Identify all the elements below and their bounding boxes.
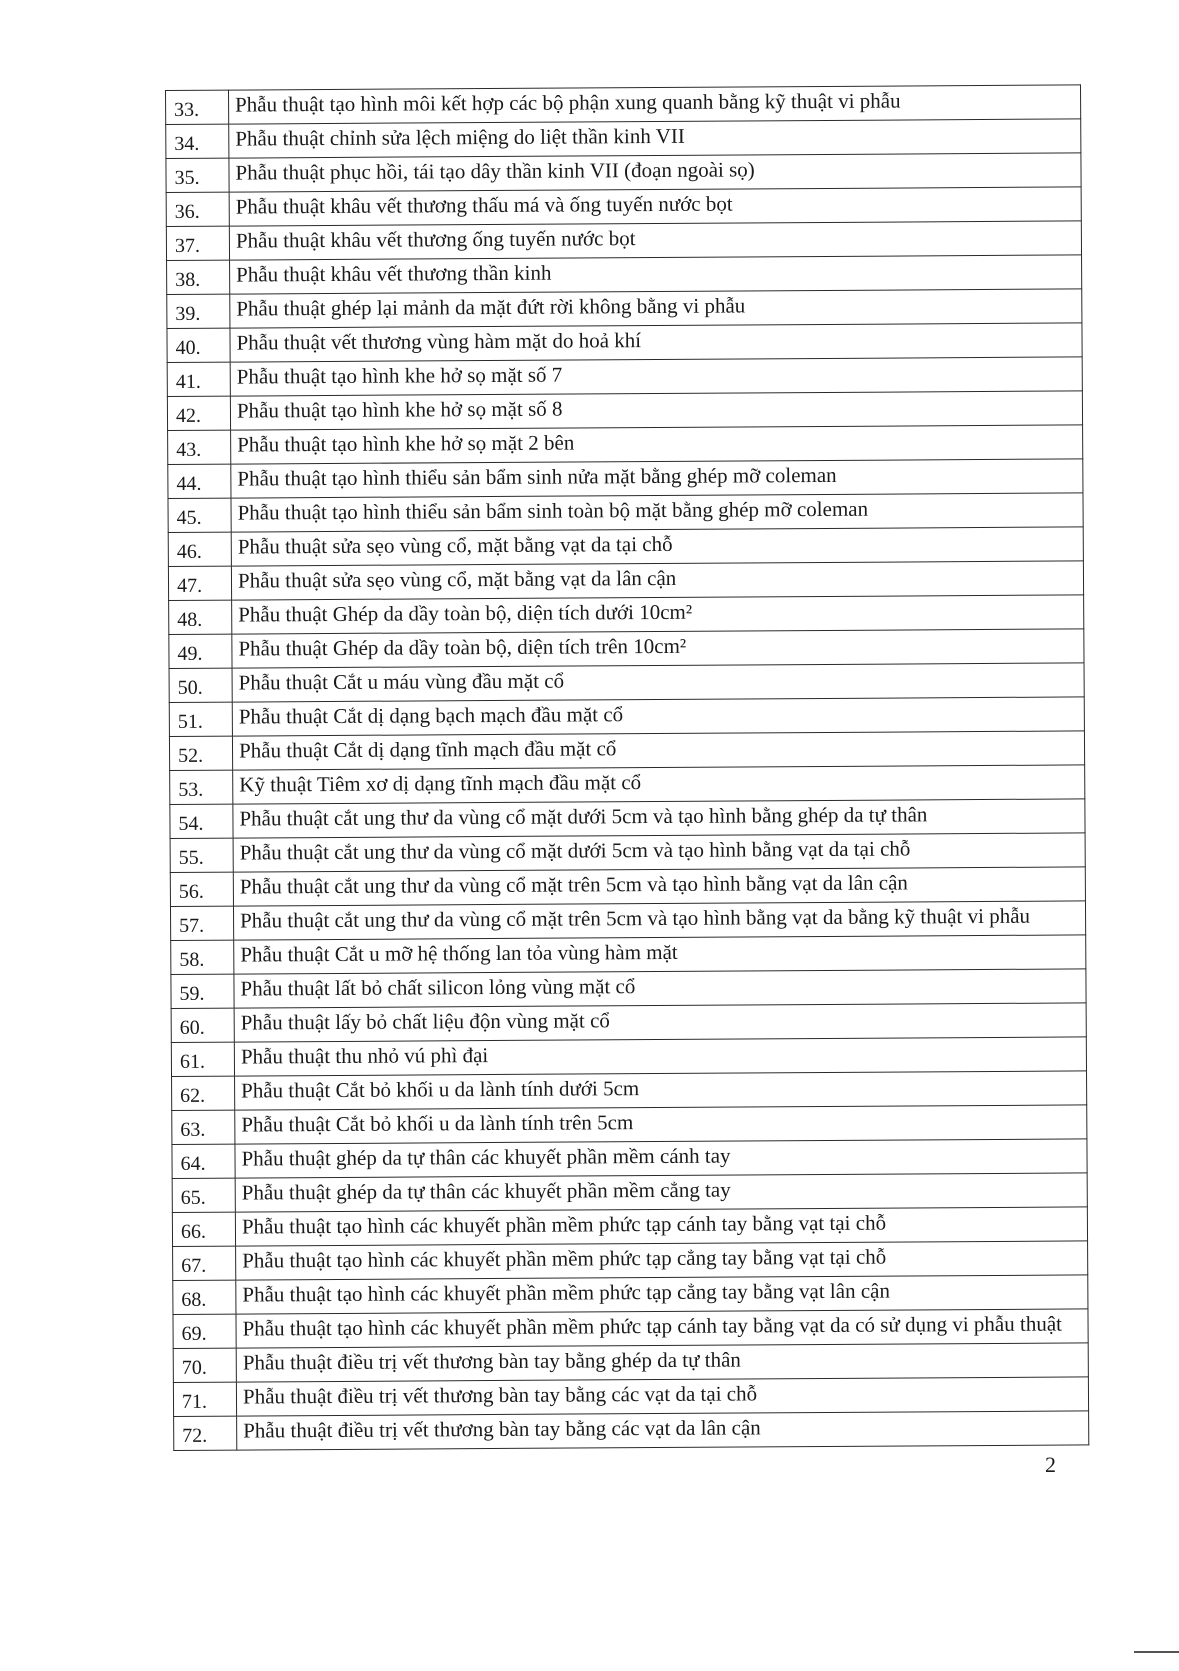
procedure-name: Phẫu thuật tạo hình khe hở sọ mặt 2 bên [231, 425, 1083, 464]
procedure-name: Phẫu thuật Cắt u máu vùng đầu mặt cổ [232, 663, 1084, 702]
procedure-name: Phẫu thuật vết thương vùng hàm mặt do hoả khí [230, 323, 1082, 362]
table-row [173, 1309, 1088, 1349]
row-number: 59. [171, 974, 234, 1008]
table-row [167, 255, 1082, 295]
procedure-name: Phẫu thuật điều trị vết thương bàn tay bằng các vạt da tại chỗ [236, 1377, 1088, 1416]
table-row [173, 1241, 1088, 1281]
row-number: 51. [169, 702, 232, 736]
table-row [170, 901, 1085, 941]
procedure-name: Phẫu thuật tạo hình các khuyết phần mềm phức tạp cánh tay bằng vạt tại chỗ [235, 1207, 1087, 1246]
table-row [167, 289, 1082, 329]
table-row [168, 493, 1083, 533]
page-number: 2 [1045, 1452, 1056, 1477]
row-number: 58. [171, 940, 234, 974]
procedure-name: Phẫu thuật ghép da tự thân các khuyết phần mềm cánh tay [235, 1139, 1087, 1178]
procedure-name: Phẫu thuật ghép da tự thân các khuyết phần mềm cẳng tay [235, 1173, 1087, 1212]
table-row [171, 969, 1086, 1009]
row-number: 61. [171, 1042, 234, 1076]
row-number: 64. [172, 1144, 235, 1178]
row-number: 40. [167, 328, 230, 362]
table-row [171, 1003, 1086, 1043]
row-number: 46. [168, 532, 231, 566]
procedure-name: Phẫu thuật tạo hình thiểu sản bẩm sinh nửa mặt bằng ghép mỡ coleman [231, 459, 1083, 498]
table-row [172, 1173, 1087, 1213]
row-number: 41. [167, 362, 230, 396]
procedure-name: Phẫu thuật khâu vết thương thần kinh [230, 255, 1082, 294]
table-row [166, 119, 1081, 159]
table-row [167, 323, 1082, 363]
procedure-name: Phẫu thuật tạo hình môi kết hợp các bộ phận xung quanh bằng kỹ thuật vi phẫu [229, 85, 1081, 124]
table-row [172, 1139, 1087, 1179]
procedure-name: Kỹ thuật Tiêm xơ dị dạng tĩnh mạch đầu mặt cổ [233, 765, 1085, 804]
row-number: 49. [169, 634, 232, 668]
table-row [170, 867, 1085, 907]
procedure-name: Phẫu thuật Cắt u mỡ hệ thống lan tỏa vùng hàm mặt [234, 935, 1086, 974]
procedure-name: Phẫu thuật phục hồi, tái tạo dây thần kinh VII (đoạn ngoài sọ) [229, 153, 1081, 192]
table-row [166, 153, 1081, 193]
procedure-name: Phẫu thuật tạo hình khe hở sọ mặt số 8 [230, 391, 1082, 430]
procedure-name: Phẫu thuật sửa sẹo vùng cổ, mặt bằng vạt da lân cận [231, 561, 1083, 600]
table-row [166, 221, 1081, 261]
procedure-name: Phẫu thuật Cắt bỏ khối u da lành tính trên 5cm [235, 1105, 1087, 1144]
row-number: 52. [169, 736, 232, 770]
table-row [168, 425, 1083, 465]
procedure-name: Phẫu thuật Cắt dị dạng bạch mạch đầu mặt cổ [232, 697, 1084, 736]
procedure-name: Phẫu thuật cắt ung thư da vùng cổ mặt dưới 5cm và tạo hình bằng ghép da tự thân [233, 799, 1085, 838]
procedure-name: Phẫu thuật tạo hình các khuyết phần mềm phức tạp cẳng tay bằng vạt tại chỗ [236, 1241, 1088, 1280]
row-number: 33. [166, 90, 229, 124]
procedure-name: Phẫu thuật lấy bỏ chất liệu độn vùng mặt cổ [234, 1003, 1086, 1042]
table-row [169, 663, 1084, 703]
table-row [170, 833, 1085, 873]
procedure-name: Phẫu thuật sửa sẹo vùng cổ, mặt bằng vạt da tại chỗ [231, 527, 1083, 566]
procedure-name: Phẫu thuật tạo hình các khuyết phần mềm phức tạp cẳng tay bằng vạt lân cận [236, 1275, 1088, 1314]
table-row [169, 731, 1084, 771]
table-row [173, 1275, 1088, 1315]
table-row [172, 1105, 1087, 1145]
row-number: 35. [166, 158, 229, 192]
table-row [172, 1207, 1087, 1247]
procedure-name: Phẫu thuật Cắt dị dạng tĩnh mạch đầu mặt cổ [232, 731, 1084, 770]
row-number: 72. [174, 1416, 237, 1450]
table-row [169, 629, 1084, 669]
row-number: 54. [170, 804, 233, 838]
row-number: 38. [167, 260, 230, 294]
row-number: 43. [168, 430, 231, 464]
table-row [172, 1071, 1087, 1111]
table-row [171, 935, 1086, 975]
table-row [168, 561, 1083, 601]
table-row [171, 1037, 1086, 1077]
table-row [174, 1411, 1089, 1451]
table-row [168, 459, 1083, 499]
procedure-name: Phẫu thuật cắt ung thư da vùng cổ mặt dưới 5cm và tạo hình bằng vạt da tại chỗ [233, 833, 1085, 872]
row-number: 34. [166, 124, 229, 158]
procedure-name: Phẫu thuật khâu vết thương ống tuyến nước bọt [229, 221, 1081, 260]
table-row [170, 765, 1085, 805]
row-number: 66. [172, 1212, 235, 1246]
procedure-name: Phẫu thuật tạo hình khe hở sọ mặt số 7 [230, 357, 1082, 396]
row-number: 70. [173, 1348, 236, 1382]
row-number: 42. [167, 396, 230, 430]
row-number: 62. [172, 1076, 235, 1110]
row-number: 71. [173, 1382, 236, 1416]
procedure-name: Phẫu thuật cắt ung thư da vùng cổ mặt trên 5cm và tạo hình bằng vạt da lân cận [233, 867, 1085, 906]
procedure-name: Phẫu thuật chỉnh sửa lệch miệng do liệt thần kinh VII [229, 119, 1081, 158]
procedure-name: Phẫu thuật khâu vết thương thấu má và ống tuyến nước bọt [229, 187, 1081, 226]
row-number: 60. [171, 1008, 234, 1042]
table-row [170, 799, 1085, 839]
table-row [173, 1343, 1088, 1383]
row-number: 55. [170, 838, 233, 872]
row-number: 39. [167, 294, 230, 328]
row-number: 36. [166, 192, 229, 226]
table-row [167, 357, 1082, 397]
procedure-name: Phẫu thuật cắt ung thư da vùng cổ mặt trên 5cm và tạo hình bằng vạt da bằng kỹ thuật vi phẫu [233, 901, 1085, 940]
row-number: 69. [173, 1314, 236, 1348]
procedure-table [165, 84, 1089, 1451]
row-number: 47. [168, 566, 231, 600]
procedure-name: Phẫu thuật tạo hình các khuyết phần mềm phức tạp cánh tay bằng vạt da có sử dụng vi phẫu thuật [236, 1309, 1088, 1348]
table-row [169, 697, 1084, 737]
procedure-name: Phẫu thuật tạo hình thiểu sản bẩm sinh toàn bộ mặt bằng ghép mỡ coleman [231, 493, 1083, 532]
table-row [167, 391, 1082, 431]
row-number: 45. [168, 498, 231, 532]
table-row [169, 595, 1084, 635]
procedure-name: Phẫu thuật thu nhỏ vú phì đại [234, 1037, 1086, 1076]
row-number: 67. [173, 1246, 236, 1280]
row-number: 50. [169, 668, 232, 702]
table-row [173, 1377, 1088, 1417]
row-number: 37. [166, 226, 229, 260]
procedure-name: Phẫu thuật Ghép da dầy toàn bộ, diện tích trên 10cm² [232, 629, 1084, 668]
row-number: 48. [169, 600, 232, 634]
procedure-name: Phẫu thuật lất bỏ chất silicon lỏng vùng mặt cổ [234, 969, 1086, 1008]
table-row [166, 85, 1081, 125]
row-number: 65. [172, 1178, 235, 1212]
row-number: 57. [170, 906, 233, 940]
table-row [166, 187, 1081, 227]
scan-mark-bottom [1134, 1651, 1179, 1653]
procedure-name: Phẫu thuật điều trị vết thương bàn tay bằng ghép da tự thân [236, 1343, 1088, 1382]
procedure-name: Phẫu thuật Ghép da dầy toàn bộ, diện tích dưới 10cm² [232, 595, 1084, 634]
row-number: 68. [173, 1280, 236, 1314]
table-row [168, 527, 1083, 567]
procedure-table-body [166, 85, 1089, 1451]
procedure-name: Phẫu thuật Cắt bỏ khối u da lành tính dưới 5cm [235, 1071, 1087, 1110]
scan-mark [500, 0, 560, 6]
procedure-name: Phẫu thuật điều trị vết thương bàn tay bằng các vạt da lân cận [237, 1411, 1089, 1450]
row-number: 56. [170, 872, 233, 906]
row-number: 63. [172, 1110, 235, 1144]
procedure-name: Phẫu thuật ghép lại mảnh da mặt đứt rời không bằng vi phẫu [230, 289, 1082, 328]
row-number: 53. [170, 770, 233, 804]
row-number: 44. [168, 464, 231, 498]
